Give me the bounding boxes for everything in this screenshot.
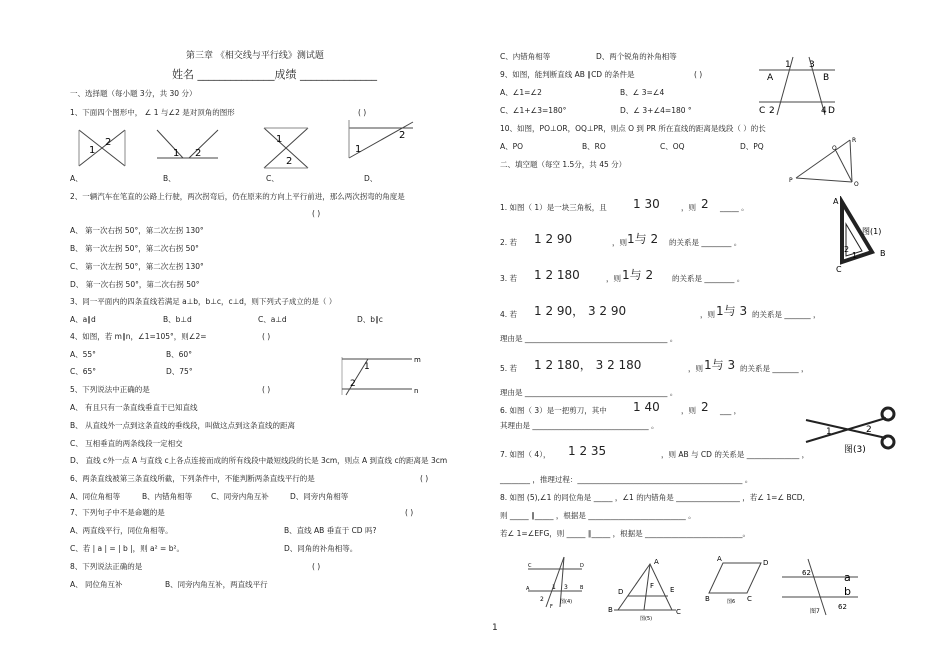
f6-label-b: B bbox=[705, 595, 710, 603]
q2-option-d: D、 第一次右拐 50°，第二次右拐 50° bbox=[70, 280, 200, 289]
q8-option-c: C、内错角相等 bbox=[500, 52, 551, 61]
q9-option-d: D、∠ 3+∠4=180 ° bbox=[620, 106, 692, 115]
q3-option-d: D、b∥c bbox=[357, 315, 383, 324]
f3-label-2: 2 bbox=[866, 425, 872, 435]
q5-option-a: A、 有且只有一条直线垂直于已知直线 bbox=[70, 403, 198, 412]
q5-option-b: B、 从直线外一点到这条直线的垂线段，叫做这点到这条直线的距离 bbox=[70, 421, 296, 430]
q9-label-3: 3 bbox=[809, 60, 815, 70]
section-2-heading: 二、填空题（每空 1.5分，共 45 分） bbox=[500, 160, 627, 169]
q1-option-d: D、 bbox=[364, 174, 378, 183]
f6-reason: 其理由是 _______________________________ 。 bbox=[500, 421, 659, 430]
q4-option-d: D、75° bbox=[166, 367, 193, 376]
q7-option-a: A、两直线平行，同位角相等。 bbox=[70, 526, 173, 535]
q9-label-1: 1 bbox=[785, 60, 791, 70]
f3-label-fig: 图(3) bbox=[844, 445, 866, 455]
f5-label-f: F bbox=[650, 582, 655, 590]
page-title: 第三章 《相交线与平行线》测试题 bbox=[186, 51, 324, 61]
f1-text-c: ，则 bbox=[681, 203, 696, 212]
f7-text-a: 7. 如图（ 4）， bbox=[500, 450, 551, 459]
q9-figure bbox=[757, 55, 837, 117]
q4-paren: ( ) bbox=[262, 332, 271, 341]
q10-figure bbox=[788, 134, 862, 190]
q4-text: 4、如图，若 m∥n，∠1=105°，则∠2= bbox=[70, 332, 207, 341]
f4-text-c: ，则 bbox=[700, 310, 715, 319]
section-1-heading: 一、选择题（每小题 3分，共 30 分） bbox=[70, 89, 197, 98]
q1-figure-b bbox=[155, 128, 220, 164]
f6-label-a: A bbox=[717, 555, 722, 563]
f8-line-2: 则 _____ ∥_____ ，根据是 __________________________ 。 bbox=[500, 511, 696, 520]
f5-label-e: E bbox=[670, 586, 675, 594]
f6-label-d: D bbox=[763, 559, 769, 567]
q8-option-b: B、同旁内角互补，两直线平行 bbox=[165, 580, 268, 589]
f6-angle: 2 bbox=[701, 400, 709, 414]
q4-label-2: 2 bbox=[350, 379, 356, 389]
f4-reason: 理由是 ______________________________________ 。 bbox=[500, 334, 678, 343]
q6-option-a: A、同位角相等 bbox=[70, 492, 121, 501]
f1-label-c: C bbox=[836, 265, 842, 274]
q9-text: 9、如图，能判断直线 AB ∥CD 的条件是 bbox=[500, 70, 635, 79]
f4-label-fig: 图(4) bbox=[560, 599, 573, 605]
f6-figure bbox=[703, 553, 773, 607]
f5-figure bbox=[604, 556, 684, 622]
f3-label-1: 1 bbox=[826, 427, 832, 437]
f4-text-a: 4. 若 bbox=[500, 310, 518, 319]
f6-expr: 1 40 bbox=[633, 400, 660, 414]
f4-label-c: C bbox=[528, 563, 532, 569]
q4-label-n: n bbox=[414, 387, 419, 395]
f4-label-1: 1 bbox=[552, 584, 556, 591]
q5-text: 5、下列说法中正确的是 bbox=[70, 385, 150, 394]
f5-expr: 1 2 180， 3 2 180 bbox=[534, 358, 642, 372]
f4-angles: 1与 3 bbox=[716, 304, 748, 318]
f1-label-b: B bbox=[880, 249, 886, 258]
q4-figure bbox=[340, 355, 422, 397]
f6-label-c: C bbox=[747, 595, 752, 603]
q7-option-b: B、直线 AB 垂直于 CD 吗? bbox=[284, 526, 377, 535]
q1-option-b: B、 bbox=[163, 174, 176, 183]
f4-blank: 的关系是 _______ ， bbox=[752, 310, 821, 319]
q6-option-b: B、内错角相等 bbox=[142, 492, 193, 501]
f6-text-a: 6. 如图（ 3）是一把剪刀，其中 bbox=[500, 406, 607, 415]
q9-option-a: A、∠1=∠2 bbox=[500, 88, 542, 97]
f6-text-c: ，则 bbox=[681, 406, 696, 415]
q7-paren: ( ) bbox=[405, 508, 414, 517]
q7-option-c: C、若 | a | = | b |，则 a² = b²。 bbox=[70, 544, 184, 553]
f1-label-1: 1 bbox=[852, 251, 858, 260]
f7-expr: 1 2 35 bbox=[568, 444, 607, 458]
f3-scissors-figure bbox=[800, 400, 900, 456]
q9-label-d: D bbox=[828, 106, 835, 116]
f3-text-a: 3. 若 bbox=[500, 274, 518, 283]
q1c-label-2: 2 bbox=[286, 156, 293, 167]
q1b-label-2: 2 bbox=[195, 148, 202, 159]
q4-option-c: C、65° bbox=[70, 367, 97, 376]
f3-angles: 1与 2 bbox=[622, 268, 654, 282]
q1-option-a: A、 bbox=[70, 174, 83, 183]
f1-label-2: 2 bbox=[844, 245, 850, 254]
f1-expr: 1 30 bbox=[633, 197, 660, 211]
q1d-label-1: 1 bbox=[355, 144, 362, 155]
q1a-label-2: 2 bbox=[105, 137, 112, 148]
f7-label-62-top: 62 bbox=[802, 569, 811, 577]
f7-text-c: ，则 AB 与 CD 的关系是 ______________ ， bbox=[661, 450, 810, 459]
f3-text-c: ，则 bbox=[606, 274, 621, 283]
q5-option-d: D、 直线 c外一点 A 与直线 c上各点连接而成的所有线段中最短线段的长是 3cm，则点 A 到直线 c的距离是 3cm bbox=[70, 456, 448, 465]
f4-label-f: F bbox=[550, 604, 553, 610]
f1-label-fig: 图(1) bbox=[862, 227, 882, 236]
f5-angles: 1与 3 bbox=[704, 358, 736, 372]
f2-blank: 的关系是 ________ 。 bbox=[669, 238, 742, 247]
f1-blank: _____ 。 bbox=[720, 203, 749, 212]
q9-paren: ( ) bbox=[694, 70, 703, 79]
q9-option-c: C、∠1+∠3=180° bbox=[500, 106, 567, 115]
f5-label-fig: 图(5) bbox=[640, 616, 653, 622]
f5-text-a: 5. 若 bbox=[500, 364, 518, 373]
q8-option-d: D、两个锐角的补角相等 bbox=[596, 52, 677, 61]
f5-label-b: B bbox=[608, 606, 613, 614]
f4-label-3: 3 bbox=[564, 584, 568, 591]
q6-paren: ( ) bbox=[420, 474, 429, 483]
f5-text-c: ，则 bbox=[688, 364, 703, 373]
f6-label-fig: 图6 bbox=[727, 599, 736, 605]
f7-label-b: b bbox=[844, 585, 851, 598]
q10-option-a: A、PO bbox=[500, 142, 524, 151]
q4-option-a: A、55° bbox=[70, 350, 96, 359]
q8-text: 8、下列说法正确的是 bbox=[70, 562, 143, 571]
q3-option-c: C、a⊥d bbox=[258, 315, 287, 324]
f3-blank: 的关系是 ________ 。 bbox=[672, 274, 745, 283]
q1-option-c: C、 bbox=[266, 174, 279, 183]
f7-label-fig: 图7 bbox=[810, 608, 820, 615]
q1a-label-1: 1 bbox=[89, 145, 96, 156]
q2-option-a: A、 第一次右拐 50°，第二次左拐 130° bbox=[70, 226, 204, 235]
q10-text: 10、如图，PO⊥OR，OQ⊥PR，则点 O 到 PR 所在直线的距离是线段（ ）的长 bbox=[500, 124, 766, 133]
q8-option-a: A、 同位角互补 bbox=[70, 580, 123, 589]
f8-line-1: 8. 如图 (5),∠1 的同位角是 _____ ，∠1 的内错角是 _________________ ，若∠ 1=∠ BCD, bbox=[500, 493, 805, 502]
name-score-line: 姓名 ______________成绩 ______________ bbox=[172, 68, 377, 81]
q1-figure-d bbox=[347, 118, 415, 162]
f8-line-3: 若∠ 1=∠EFG，则 _____ ∥_____ ，根据是 __________________________。 bbox=[500, 529, 751, 538]
f7-label-62-bottom: 62 bbox=[838, 603, 847, 611]
q9-label-4: 4 bbox=[821, 106, 827, 116]
f5-label-c: C bbox=[676, 608, 681, 616]
f5-reason: 理由是 ______________________________________ 。 bbox=[500, 388, 678, 397]
f5-blank: 的关系是 _______ ， bbox=[740, 364, 809, 373]
q1-text: 1、下面四个图形中， ∠ 1 与∠2 是对顶角的图形 bbox=[70, 108, 235, 117]
q2-option-c: C、 第一次左拐 50°，第二次左拐 130° bbox=[70, 262, 204, 271]
q1-paren: ( ) bbox=[358, 108, 367, 117]
f7-reasoning: ________ ，推理过程：____________________________________________ 。 bbox=[500, 475, 753, 484]
f4-label-a: A bbox=[526, 586, 530, 592]
q1d-label-2: 2 bbox=[399, 130, 406, 141]
f1-angle: 2 bbox=[701, 197, 709, 211]
q1-figure-a bbox=[77, 128, 127, 168]
q5-paren: ( ) bbox=[262, 385, 271, 394]
f4-label-d: D bbox=[580, 563, 584, 569]
f2-text-a: 2. 若 bbox=[500, 238, 518, 247]
q3-option-a: A、a∥d bbox=[70, 315, 96, 324]
q6-option-d: D、同旁内角相等 bbox=[290, 492, 349, 501]
page-number: 1 bbox=[492, 623, 498, 633]
f5-label-d: D bbox=[618, 588, 624, 596]
q10-label-q: Q bbox=[832, 145, 837, 152]
f1-text-a: 1. 如图（ 1）是一块三角板，且 bbox=[500, 203, 607, 212]
f2-angles: 1与 2 bbox=[627, 232, 659, 246]
q1c-label-1: 1 bbox=[276, 134, 283, 145]
q9-label-a: A bbox=[767, 73, 774, 83]
q6-option-c: C、同旁内角互补 bbox=[211, 492, 269, 501]
f3-expr: 1 2 180 bbox=[534, 268, 580, 282]
q10-label-o: O bbox=[854, 181, 859, 188]
q4-label-1: 1 bbox=[364, 362, 370, 372]
q8-paren: ( ) bbox=[312, 562, 321, 571]
f1-figure bbox=[832, 196, 894, 276]
f2-expr: 1 2 90 bbox=[534, 232, 573, 246]
q7-text: 7、下列句子中不是命题的是 bbox=[70, 508, 165, 517]
f2-text-c: ，则 bbox=[612, 238, 627, 247]
q9-label-c: C bbox=[759, 106, 766, 116]
q3-text: 3、同一平面内的四条直线若满足 a⊥b，b⊥c，c⊥d，则下列式子成立的是（ ） bbox=[70, 297, 337, 306]
f4-label-2: 2 bbox=[540, 596, 544, 603]
f4-label-b: B bbox=[580, 585, 584, 591]
q10-label-p: P bbox=[789, 177, 793, 184]
f1-label-a: A bbox=[833, 197, 839, 206]
q9-option-b: B、∠ 3=∠4 bbox=[620, 88, 665, 97]
f4-expr: 1 2 90， 3 2 90 bbox=[534, 304, 627, 318]
f6-blank: ___ ， bbox=[720, 406, 742, 415]
q3-option-b: B、b⊥d bbox=[163, 315, 192, 324]
q10-option-d: D、PQ bbox=[740, 142, 764, 151]
f7-label-a: a bbox=[844, 571, 851, 584]
q4-label-m: m bbox=[414, 356, 421, 364]
q2-option-b: B、 第一次左拐 50°，第二次右拐 50° bbox=[70, 244, 199, 253]
f7-figure bbox=[780, 555, 862, 619]
q2-paren: ( ) bbox=[312, 209, 321, 218]
q10-label-r: R bbox=[852, 137, 857, 144]
q2-text: 2、一辆汽车在笔直的公路上行驶，两次拐弯后，仍在原来的方向上平行前进，那么两次拐弯的角度是 bbox=[70, 192, 405, 201]
q9-label-2: 2 bbox=[769, 106, 775, 116]
q1b-label-1: 1 bbox=[173, 148, 180, 159]
q4-option-b: B、60° bbox=[166, 350, 192, 359]
q1-figure-c bbox=[262, 126, 310, 170]
q9-label-b: B bbox=[823, 73, 830, 83]
f5-label-a: A bbox=[654, 558, 659, 566]
q6-text: 6、两条直线被第三条直线所截，下列条件中，不能判断两条直线平行的是 bbox=[70, 474, 315, 483]
q7-option-d: D、同角的补角相等。 bbox=[284, 544, 358, 553]
q10-option-b: B、RO bbox=[582, 142, 606, 151]
q10-option-c: C、OQ bbox=[660, 142, 685, 151]
q5-option-c: C、 互相垂直的两条线段一定相交 bbox=[70, 439, 183, 448]
f4-figure bbox=[524, 555, 586, 610]
